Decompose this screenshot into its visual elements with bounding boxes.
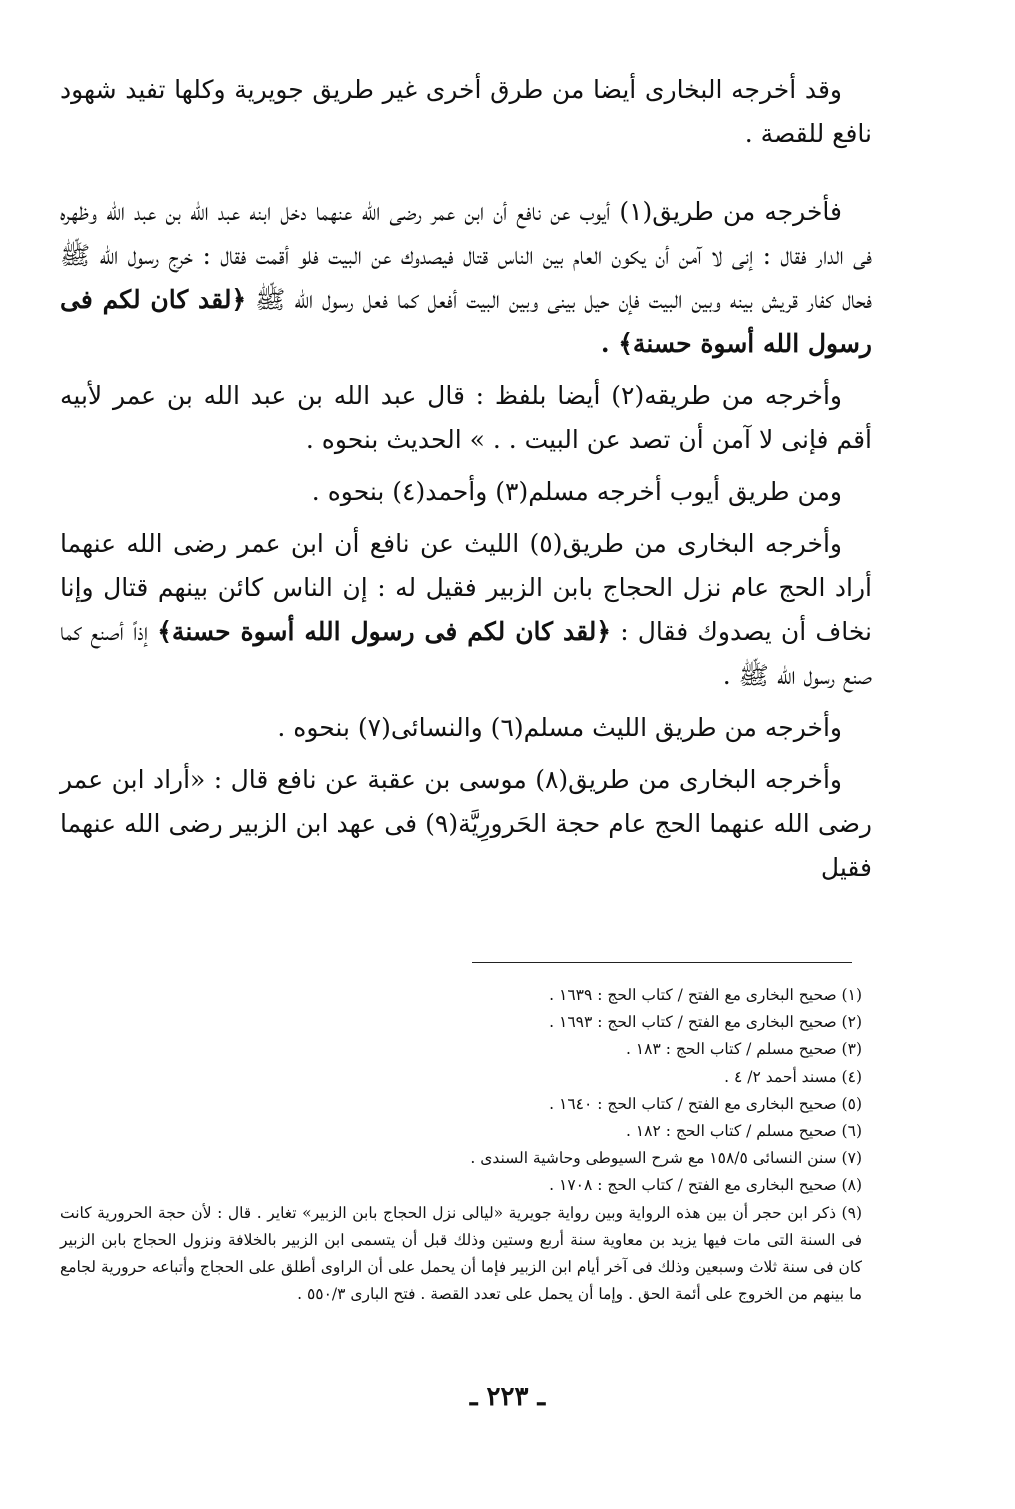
footnote-9: (٩) ذكر ابن حجر أن بين هذه الرواية وبين رواية جويرية «ليالى نزل الحجاج بابن الزبير» تغاير . قال : لأن حجة الحرورية كانت فى السنة التى مات فيها يزيد بن معاوية سنة أربع وستين وذلك قبل أن يتسمى ابن الزبير بالخلافة ونزول الحجاج بابن الزبير كان فى سنة ثلاث وسبعين وذلك فى آخر أيام ابن الزبير فإما أن يحمل على أن الراوى أطلق على الحجاج وأتباعه حرورية لجامع ما بينهم من الخروج على أئمة الحق . وإما أن يحمل على تعدد القصة . فتح البارى ٥٥٠/٣ . [60, 1203, 862, 1304]
quran-quote-2: ﴿لقد كان لكم فى رسول الله أسوة حسنة﴾ [157, 617, 612, 646]
footnotes [60, 982, 872, 1308]
footnote-1: (١) صحيح البخارى مع الفتح / كتاب الحج : ١٦٣٩ . [549, 986, 862, 1004]
paragraph-4 [60, 470, 872, 514]
paragraph-7-text: وأخرجه البخارى من طريق(٨) موسى بن عقبة عن نافع قال : «أراد ابن عمر رضى الله عنهما الحج عام حجة الحَرورِيَّة(٩) فى عهد ابن الزبير رضى الله عنهما فقيل [60, 765, 872, 882]
paragraph-5 [60, 522, 872, 698]
paragraph-1-text: وقد أخرجه البخارى أيضا من طرق أخرى غير طريق جويرية وكلها تفيد شهود نافع للقصة . [60, 75, 872, 148]
paragraph-5-tail: إذاً أصنع كما صنع رسول الله ﷺ . [60, 617, 872, 690]
footnote-8: (٨) صحيح البخارى مع الفتح / كتاب الحج : ١٧٠٨ . [549, 1176, 862, 1195]
footnote-3: (٣) صحيح مسلم / كتاب الحج : ١٨٣ . [625, 1040, 862, 1059]
paragraph-5-text: وأخرجه البخارى من طريق(٥) الليث عن نافع أن ابن عمر رضى الله عنهما أراد الحج عام نزل الحجاج بابن الزبير فقيل له : إن الناس كائن بينهم قتال وإنا نخاف أن يصدوك فقال : [60, 529, 872, 646]
quran-quote-1: ﴿لقد كان لكم فى رسول الله أسوة حسنة﴾ . [60, 285, 872, 358]
paragraph-2 [60, 190, 872, 366]
paragraph-7 [60, 758, 872, 890]
paragraph-2-text: فأخرجه من طريق(١) أيوب عن نافع أن ابن عمر رضى الله عنهما دخل ابنه عبد الله بن عبد الله وظهره فى الدار فقال : إنى لا آمن أن يكون العام بين الناس قتال فيصدوك عن البيت فلو أقمت فقال : خرج رسول الله ﷺ فحال كفار قريش بينه وبين البيت فإن حيل بينى وبين البيت أفعل كما فعل رسول الله ﷺ [60, 197, 873, 314]
paragraph-6-text: وأخرجه من طريق الليث مسلم(٦) والنسائى(٧) بنحوه . [277, 713, 842, 742]
main-text [60, 68, 872, 898]
footnote-2: (٢) صحيح البخارى مع الفتح / كتاب الحج : ١٦٩٣ . [549, 1013, 862, 1032]
paragraph-1 [60, 68, 872, 156]
paragraph-6 [60, 706, 872, 750]
footnote-divider [472, 962, 852, 963]
page-number: ـ ٢٢٣ ـ [469, 1382, 546, 1412]
footnote-6: (٦) صحيح مسلم / كتاب الحج : ١٨٢ . [625, 1122, 862, 1141]
footnote-7: (٧) سنن النسائى ١٥٨/٥ مع شرح السيوطى وحاشية السندى . [470, 1149, 862, 1168]
footnote-5: (٥) صحيح البخارى مع الفتح / كتاب الحج : ١٦٤٠ . [549, 1094, 862, 1113]
footnote-4: (٤) مسند أحمد ٢/ ٤ . [724, 1067, 862, 1086]
paragraph-3 [60, 374, 872, 462]
paragraph-4-text: ومن طريق أيوب أخرجه مسلم(٣) وأحمد(٤) بنحوه . [311, 477, 842, 506]
paragraph-3-text: وأخرجه من طريقه(٢) أيضا بلفظ : قال عبد الله بن عبد الله بن عمر لأبيه أقم فإنى لا آمن أن تصد عن البيت . . » الحديث بنحوه . [60, 381, 872, 454]
